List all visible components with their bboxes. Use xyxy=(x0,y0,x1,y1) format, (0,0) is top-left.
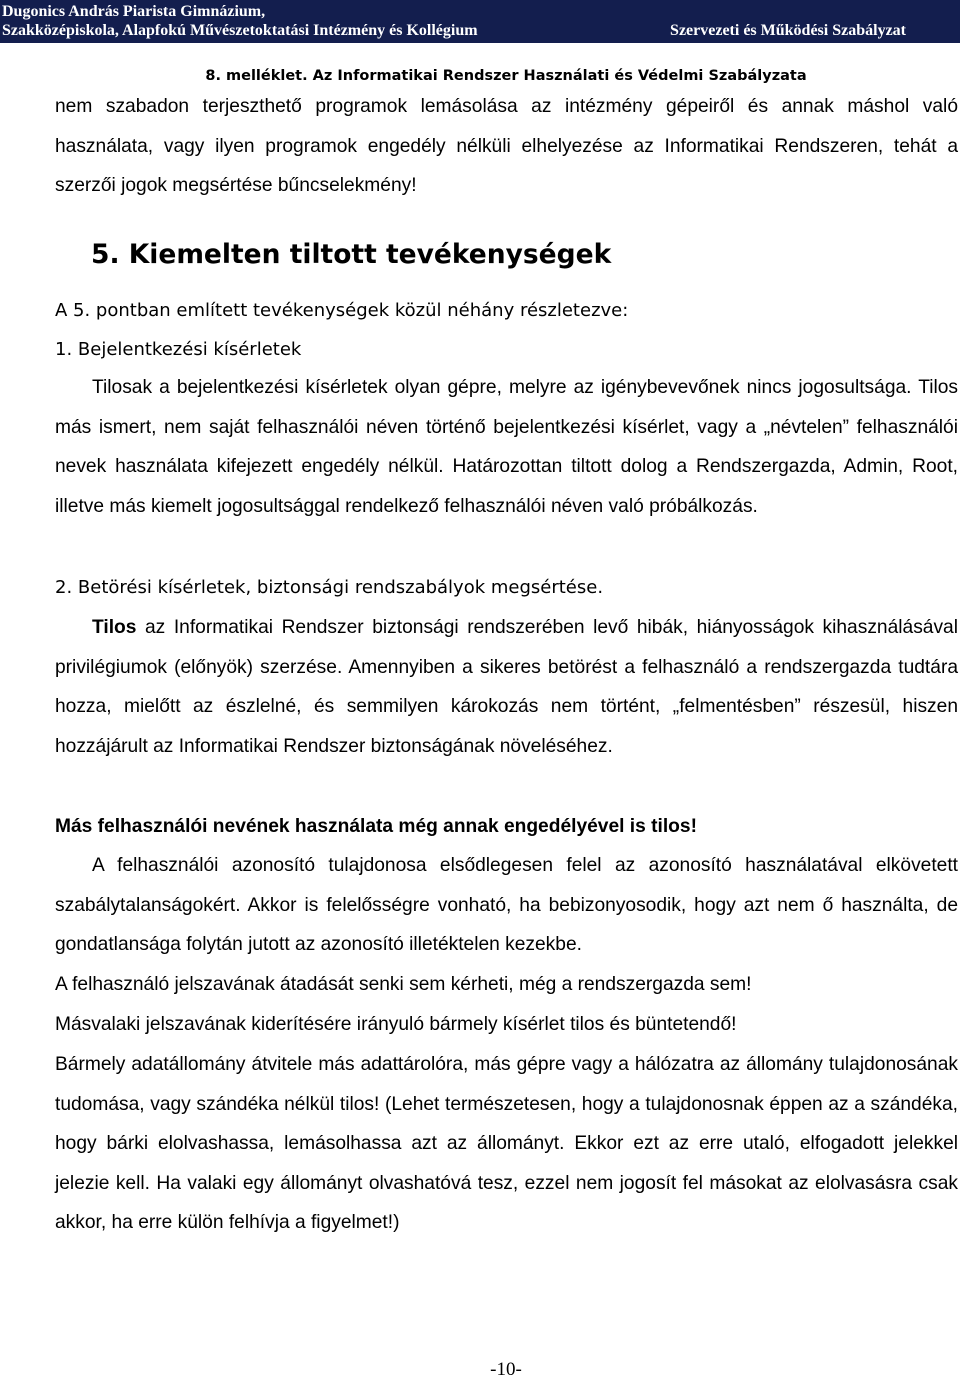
section-heading: 5. Kiemelten tiltott tevékenységek xyxy=(91,239,612,270)
page-number: -10- xyxy=(490,1359,522,1380)
item1-title: 1. Bejelentkezési kísérletek xyxy=(55,339,302,360)
bold-statement: Más felhasználói nevének használata még annak engedélyével is tilos! xyxy=(55,816,697,837)
annex-title: 8. melléklet. Az Informatikai Rendszer Használati és Védelmi Szabályzata xyxy=(205,68,807,84)
document-header xyxy=(0,0,960,43)
document-title: Szervezeti és Működési Szabályzat xyxy=(670,22,906,39)
item2-body-bold-start: Tilos xyxy=(92,617,137,638)
section-intro: A 5. pontban említett tevékenységek közül néhány részletezve: xyxy=(55,300,629,321)
item2-body-rest: az Informatikai Rendszer biztonsági rendszerében levő hibák, hiányosságok kihasználásával privilégiumok (előnyök) szerzése. Amennyiben a sikeres betörést a felhasználó a rendszergazda tudtára hozza, mielőtt az észlelné, és semmilyen károkozás nem történt, „felmentésben” részesül, hiszen hozzájárult az Informatikai Rendszer biztonságának növeléséhez. xyxy=(55,617,958,757)
password-line-2: Másvalaki jelszavának kiderítésére irányuló bármely kísérlet tilos és büntetendő! xyxy=(55,1014,737,1035)
item1-body: Tilosak a bejelentkezési kísérletek olyan gépre, melyre az igénybevevőnek nincs jogosultsága. Tilos más ismert, nem saját felhasználói néven történő bejelentkezési kísérlet, vagy a „névtelen” felhasználói nevek használata kifejezett engedély nélkül. Határozottan tiltott dolog a Rendszergazda, Admin, Root, illetve más kiemelt jogosultsággal rendelkező felhasználói néven való próbálkozás. xyxy=(55,377,958,517)
paragraph-responsibility: A felhasználói azonosító tulajdonosa elsődlegesen felel az azonosító használatával elkövetett szabálytalanságokért. Akkor is felelősségre vonható, ha bebizonyosodik, hogy azt nem ő használta, de gondatlansága folytán jutott az azonosító illetéktelen kezekbe. xyxy=(55,855,958,955)
item2-body xyxy=(55,608,958,766)
school-name-line1: Dugonics András Piarista Gimnázium, xyxy=(2,3,266,20)
item2-title: 2. Betörési kísérletek, biztonsági rendszabályok megsértése. xyxy=(55,577,604,598)
intro-paragraph: nem szabadon terjeszthető programok lemásolása az intézmény gépeiről és annak máshol való használata, vagy ilyen programok engedély nélküli elhelyezése az Informatikai Rendszeren, tehát a szerzői jogok megsértése bűncselekmény! xyxy=(55,96,958,196)
password-line-1: A felhasználó jelszavának átadását senki sem kérheti, még a rendszergazda sem! xyxy=(55,974,752,995)
paragraph-data-transfer: Bármely adatállomány átvitele más adattárolóra, más gépre vagy a hálózatra az állomány tulajdonosának tudomása, vagy szándéka nélkül tilos! (Lehet természetesen, hogy a tulajdonosnak éppen az a szándéka, hogy bárki elolvashassa, lemásolhassa azt az állományt. Ekkor ezt az erre utaló, elfogadott jelekkel jelezie kell. Ha valaki egy állományt olvashatóvá tesz, ezzel nem jogosít fel másokat az elolvasásra csak akkor, ha erre külön felhívja a figyelmet!) xyxy=(55,1054,958,1233)
school-name-line2: Szakközépiskola, Alapfokú Művészetoktatási Intézmény és Kollégium xyxy=(2,22,478,39)
